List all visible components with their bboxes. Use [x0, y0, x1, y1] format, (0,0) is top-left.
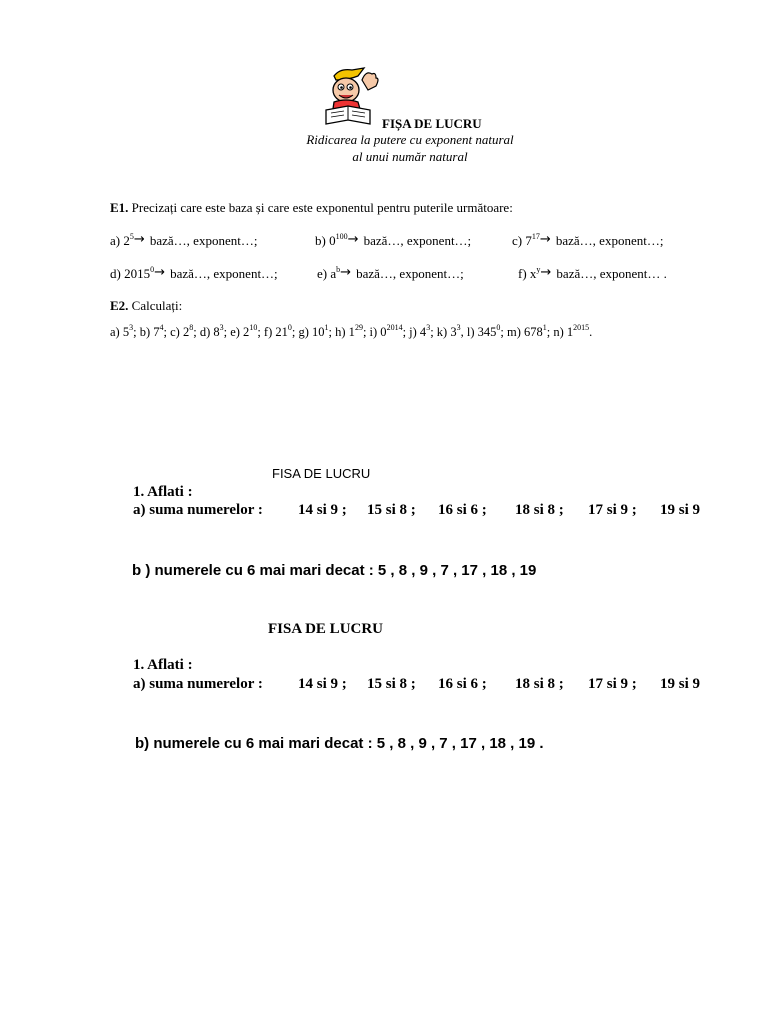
sheet3-title: FISA DE LUCRU — [268, 621, 384, 637]
e1-item-c: c) $7^{17}$ → bază…, exponent…; — [512, 232, 664, 248]
e1-item-a: a) $2^5$ → bază…, exponent…; — [110, 232, 258, 248]
sheet3-part-b: b) numerele cu 6 mai mari decat : 5 , 8 , 9 , 7 , 17 , 18 , 19 . — [135, 735, 544, 752]
e1-item-b: b) $0^{100}$ → bază…, exponent…; — [315, 232, 472, 248]
sheet2-sum-item: 16 si 6 ; — [438, 502, 487, 518]
e2-text: Calculați: — [131, 298, 183, 313]
e1-statement — [110, 200, 513, 216]
sheet3-sum-item: 19 si 9 — [660, 676, 701, 692]
e1-label: E1. — [110, 200, 129, 215]
sheet3-sum-item: 15 si 8 ; — [367, 676, 416, 692]
e2-item: c) $2^8$; — [170, 323, 200, 339]
e2-item: e) $2^{10}$; — [230, 323, 264, 339]
sheet3-sum-label: a) suma numerelor : — [133, 676, 263, 692]
e2-item: j) $4^3$; — [409, 323, 437, 339]
sheet2-sum-item: 17 si 9 ; — [588, 502, 637, 518]
e2-label: E2. — [110, 298, 129, 313]
sheet3-sum-row — [133, 676, 733, 693]
sheet1-subtitle-1: Ridicarea la putere cu exponent natural — [306, 132, 514, 147]
sheet3-sum-item: 16 si 6 ; — [438, 676, 487, 692]
e1-item-e: e) $a^b$ → bază…, exponent…; — [317, 265, 464, 281]
sheet1-subtitle-2: al unui număr natural — [352, 149, 468, 164]
sheet3-sum-item: 17 si 9 ; — [588, 676, 637, 692]
sheet2-sum-label: a) suma numerelor : — [133, 502, 263, 518]
sheet3-sum-item: 18 si 8 ; — [515, 676, 564, 692]
e2-item: k) $3^3$, — [436, 323, 467, 339]
sheet2-sum-row — [133, 502, 733, 519]
sheet2-question: 1. Aflati : — [133, 484, 193, 500]
mascot-icon — [318, 66, 386, 128]
sheet2-sum-item: 18 si 8 ; — [515, 502, 564, 518]
sheet3-question: 1. Aflati : — [133, 657, 193, 673]
e1-item-d: d) 2015$^0$ → bază…, exponent…; — [110, 265, 278, 281]
sheet3-sum-item: 14 si 9 ; — [298, 676, 347, 692]
sheet2-sum-item: 15 si 8 ; — [367, 502, 416, 518]
e2-item: h) $1^{29}$; — [335, 323, 370, 339]
e2-items — [110, 325, 592, 340]
sheet2-sum-item: 14 si 9 ; — [298, 502, 347, 518]
e1-text: Precizați care este baza și care este exponentul pentru puterile următoare: — [131, 200, 513, 215]
sheet2-sum-item: 19 si 9 — [660, 502, 701, 518]
e2-item: n) $1^{2015}$. — [553, 323, 593, 339]
e2-item: f) $21^0$; — [263, 323, 299, 339]
e2-item: g) $10^1$; — [298, 323, 336, 339]
e2-item: l) $345^0$; — [466, 323, 507, 339]
e1-item-f: f) $x^y$ → bază…, exponent… . — [518, 265, 667, 281]
sheet2-title: FISA DE LUCRU — [272, 466, 371, 481]
e2-item: m) $678^1$; — [506, 323, 554, 339]
sheet1-title: FIȘA DE LUCRU — [382, 116, 482, 131]
sheet2-part-b: b ) numerele cu 6 mai mari decat : 5 , 8 , 9 , 7 , 17 , 18 , 19 — [132, 562, 537, 579]
e2-item: i) $0^{2014}$; — [369, 323, 410, 339]
e2-item: d) $8^3$; — [199, 323, 231, 339]
e2-item: a) $5^3$; — [110, 323, 140, 339]
e2-item: b) $7^4$; — [139, 323, 171, 339]
e2-statement — [110, 298, 182, 314]
